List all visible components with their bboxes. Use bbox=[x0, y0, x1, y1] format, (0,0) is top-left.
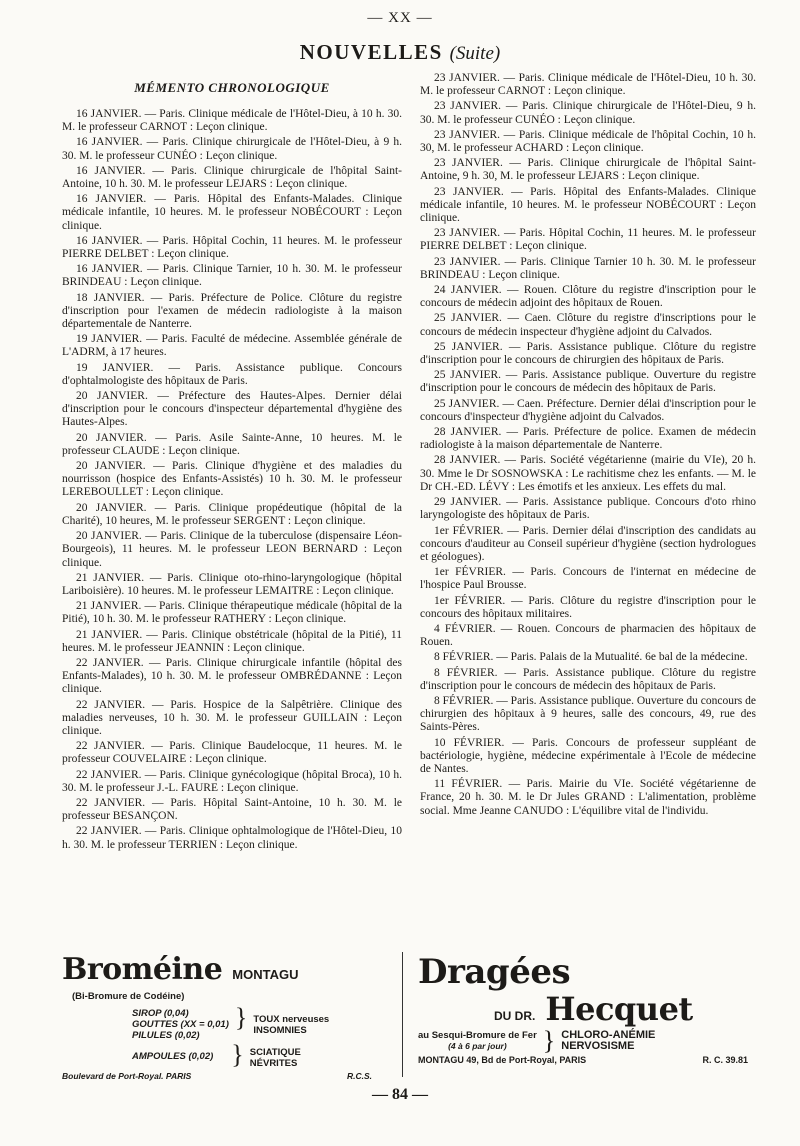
memento-left-entry: 20 JANVIER. — Paris. Clinique d'hygiène et des maladies du nourrisson (hospice des Enfants-Assistés) 10 h. 30. M. le professeur LEREBOULLET : Leçon clinique. bbox=[62, 460, 402, 499]
hecquet-composition: au Sesqui-Bromure de Fer bbox=[418, 1030, 537, 1041]
memento-left-entry: 21 JANVIER. — Paris. Clinique oto-rhino-laryngologique (hôpital Lariboisière). 10 heures. M. le professeur LEMAITRE : Leçon clinique. bbox=[62, 571, 402, 597]
right-column bbox=[420, 72, 756, 820]
memento-left-entry: 22 JANVIER. — Paris. Hôpital Saint-Antoine, 10 h. 30. M. le professeur BESANÇON. bbox=[62, 796, 402, 823]
memento-left-entry: 16 JANVIER. — Paris. Clinique Tarnier, 10 h. 30. M. le professeur BRINDEAU : Leçon clinique. bbox=[62, 263, 402, 289]
memento-left-entry: 16 JANVIER. — Paris. Clinique chirurgicale de l'hôpital Saint-Antoine, 10 h. 30. M. le professeur LEJARS : Leçon clinique. bbox=[62, 164, 402, 191]
form-sirop: SIROP (0,04) bbox=[132, 1008, 189, 1019]
memento-left-entry: 22 JANVIER. — Paris. Clinique gynécologique (hôpital Broca), 10 h. 30. M. le professeur J.-L. FAURE : Leçon clinique. bbox=[62, 768, 402, 794]
roman-page-marker: — XX — bbox=[367, 10, 433, 26]
memento-right-entry: 8 FÉVRIER. — Paris. Palais de la Mutualité. 6e bal de la médecine. bbox=[434, 651, 748, 664]
memento-right-entry: 8 FÉVRIER. — Paris. Assistance publique. Clôture du registre d'inscription pour le concours de médecin des hôpitaux de Paris. bbox=[420, 666, 756, 692]
hecquet-dose: (4 à 6 par jour) bbox=[448, 1041, 507, 1051]
hecquet-code: R. C. 39.81 bbox=[702, 1055, 748, 1065]
memento-left-entry: 20 JANVIER. — Paris. Asile Sainte-Anne, 10 heures. M. le professeur CLAUDE : Leçon clinique. bbox=[62, 431, 402, 457]
memento-left-entry: 21 JANVIER. — Paris. Clinique obstétricale (hôpital de la Pitié), 11 heures. M. le professeur JEANNIN : Leçon clinique. bbox=[62, 628, 402, 654]
form-gouttes: GOUTTES (XX = 0,01) bbox=[132, 1019, 229, 1030]
dragees-brand: Dragées bbox=[418, 952, 571, 992]
memento-right-entry: 11 FÉVRIER. — Paris. Mairie du VIe. Société végétarienne de France, 20 h. 30. M. le Dr Jules GRAND : L'alimentation, problème social. Mme Jeanne CANUDO : L'équilibre vital de l'individu. bbox=[420, 778, 756, 817]
memento-right-entry: 1er FÉVRIER. — Paris. Dernier délai d'inscription des candidats au concours d'auditeur au Conseil supérieur d'hygiène (section hydrologues et géologues). bbox=[420, 524, 756, 563]
hecquet-ad: Dragées DU DR. Hecquet au Sesqui-Bromure de Fer (4 à 6 par jour) } CHLORO-ANÉMIE NERVOSISME MONTAGU 49, Bd de Port-Royal, PARIS R. C. 39.81 bbox=[418, 952, 756, 1077]
hecquet-address: MONTAGU 49, Bd de Port-Royal, PARIS bbox=[418, 1055, 587, 1065]
bromeine-code: R.C.S. bbox=[346, 1071, 372, 1081]
memento-left-entry: 16 JANVIER. — Paris. Clinique médicale de l'Hôtel-Dieu, à 10 h. 30. M. le professeur CARNOT : Leçon clinique. bbox=[62, 108, 402, 134]
memento-right-entry: 23 JANVIER. — Paris. Clinique médicale de l'hôpital Cochin, 10 h. 30, M. le professeur ACHARD : Leçon clinique. bbox=[420, 128, 756, 155]
memento-right-entry: 23 JANVIER. — Paris. Hôpital des Enfants-Malades. Clinique médicale infantile, 10 heures. M. le professeur NOBÉCOURT : Leçon clinique. bbox=[420, 185, 756, 225]
memento-left-entry: 19 JANVIER. — Paris. Assistance publique. Concours d'ophtalmologiste des hôpitaux de Paris. bbox=[62, 361, 402, 387]
indication-toux: TOUX nerveuses bbox=[253, 1014, 330, 1025]
memento-left-entry: 22 JANVIER. — Paris. Hospice de la Salpêtrière. Clinique des maladies nerveuses, 10 h. 30. M. le professeur GUILLAIN : Leçon clinique. bbox=[62, 698, 402, 737]
memento-right-entry: 25 JANVIER. — Caen. Préfecture. Dernier délai d'inscription pour le concours d'inspecteur d'hygiène adjoint du Calvados. bbox=[420, 397, 756, 423]
memento-left-entry: 22 JANVIER. — Paris. Clinique ophtalmologique de l'Hôtel-Dieu, 10 h. 30. M. le professeur TERRIEN : Leçon clinique. bbox=[62, 825, 402, 851]
memento-left-entry: 20 JANVIER. — Paris. Clinique propédeutique (hôpital de la Charité), 10 heures, M. le professeur SERGENT : Leçon clinique. bbox=[62, 501, 402, 527]
memento-left-entry: 19 JANVIER. — Paris. Faculté de médecine. Assemblée générale de L'ADRM, à 17 heures. bbox=[62, 333, 402, 359]
indication-insomnies: INSOMNIES bbox=[253, 1025, 307, 1036]
title-suite: (Suite) bbox=[449, 43, 501, 64]
page-number: — 84 — bbox=[372, 1086, 428, 1103]
du-dr-label: DU DR. bbox=[494, 1009, 536, 1023]
memento-left-entry: 16 JANVIER. — Paris. Hôpital Cochin, 11 heures. M. le professeur PIERRE DELBET : Leçon clinique. bbox=[62, 234, 402, 261]
form-pilules: PILULES (0,02) bbox=[132, 1030, 200, 1041]
bromeine-maker: MONTAGU bbox=[232, 967, 299, 982]
memento-right-entry: 25 JANVIER. — Paris. Assistance publique. Clôture du registre d'inscription pour le concours de chirurgien des hôpitaux de Paris. bbox=[420, 340, 756, 367]
hecquet-indication-1: CHLORO-ANÉMIE bbox=[561, 1029, 656, 1041]
memento-left-entry: 16 JANVIER. — Paris. Clinique chirurgicale de l'Hôtel-Dieu, à 9 h. 30. M. le professeur CUNÉO : Leçon clinique. bbox=[62, 136, 402, 162]
memento-heading: MÉMENTO CHRONOLOGIQUE bbox=[134, 80, 330, 95]
memento-right-entry: 25 JANVIER. — Paris. Assistance publique. Ouverture du registre d'inscription pour le concours de médecin des hôpitaux de Paris. bbox=[420, 369, 756, 395]
memento-left-entry: 22 JANVIER. — Paris. Clinique chirurgicale infantile (hôpital des Enfants-Malades), 10 h. 30. M. le professeur OMBRÉDANNE : Leçon clinique. bbox=[62, 656, 402, 696]
memento-left-entry: 16 JANVIER. — Paris. Hôpital des Enfants-Malades. Clinique médicale infantile, 10 heures. M. le professeur NOBÉCOURT : Leçon clinique. bbox=[62, 193, 402, 232]
memento-right-entry: 23 JANVIER. — Paris. Clinique Tarnier 10 h. 30. M. le professeur BRINDEAU : Leçon clinique. bbox=[420, 255, 756, 281]
form-ampoules: AMPOULES (0,02) bbox=[132, 1051, 214, 1062]
memento-right-entry: 24 JANVIER. — Rouen. Clôture du registre d'inscription pour le concours de médecin adjoint des hôpitaux de Rouen. bbox=[420, 284, 756, 310]
advertisements bbox=[62, 952, 756, 1081]
indication-sciatique: SCIATIQUE bbox=[249, 1047, 301, 1058]
memento-left-entry: 21 JANVIER. — Paris. Clinique thérapeutique médicale (hôpital de la Pitié), 10 h. 30. M. le professeur RATHERY : Leçon clinique. bbox=[62, 600, 402, 626]
indication-nevrites: NÉVRITES bbox=[249, 1058, 298, 1069]
memento-right-entry: 23 JANVIER. — Paris. Clinique médicale de l'Hôtel-Dieu, 10 h. 30. M. le professeur CARNOT : Leçon clinique. bbox=[420, 72, 756, 98]
left-column bbox=[62, 108, 402, 854]
bromeine-brand: Broméine bbox=[62, 952, 223, 987]
bromeine-address: Boulevard de Port-Royal. PARIS bbox=[62, 1071, 192, 1081]
memento-right-entry: 28 JANVIER. — Paris. Société végétarienne (mairie du VIe), 20 h. 30. Mme le Dr SOSNOWSKA : Le rachitisme chez les enfants. — M. le Dr CH.-ED. LÉVY : Les émotifs et les anxieux. Les effets du mal. bbox=[420, 454, 756, 493]
memento-left-entry: 20 JANVIER. — Paris. Clinique de la tuberculose (dispensaire Léon-Bourgeois), 11 heures. M. le professeur LEON BERNARD : Leçon clinique. bbox=[62, 530, 402, 569]
hecquet-brand: Hecquet bbox=[545, 990, 693, 1028]
memento-right-entry: 1er FÉVRIER. — Paris. Concours de l'internat en médecine de l'hospice Paul Brousse. bbox=[420, 566, 756, 592]
bromeine-ad: Broméine MONTAGU (Bi-Bromure de Codéine) SIROP (0,04) GOUTTES (XX = 0,01) PILULES (0,02) } TOUX nerveuses INSOMNIES AMPOULES (0,02) } SCIATIQUE NÉVRITES Boulevard de Port-Royal. PARIS R.C.S. bbox=[62, 952, 390, 1077]
memento-right-entry: 25 JANVIER. — Caen. Clôture du registre d'inscriptions pour le concours de médecin inspecteur d'hygiène adjoint du Calvados. bbox=[420, 312, 756, 338]
memento-right-entry: 23 JANVIER. — Paris. Clinique chirurgicale de l'hôpital Saint-Antoine, 9 h. 30, M. le professeur LEJARS : Leçon clinique. bbox=[420, 157, 756, 183]
memento-right-entry: 23 JANVIER. — Paris. Hôpital Cochin, 11 heures. M. le professeur PIERRE DELBET : Leçon clinique. bbox=[420, 227, 756, 253]
memento-right-entry: 28 JANVIER. — Paris. Préfecture de police. Examen de médecin radiologiste à la maison départementale de Nanterre. bbox=[420, 426, 756, 452]
memento-right-entry: 23 JANVIER. — Paris. Clinique chirurgicale de l'Hôtel-Dieu, 9 h. 30. M. le professeur CUNÉO : Leçon clinique. bbox=[420, 100, 756, 126]
section-title bbox=[0, 40, 800, 65]
hecquet-indication-2: NERVOSISME bbox=[561, 1040, 635, 1052]
memento-right-entry: 29 JANVIER. — Paris. Assistance publique. Concours d'oto rhino laryngologiste des hôpitaux de Paris. bbox=[420, 496, 756, 522]
memento-right-entry: 1er FÉVRIER. — Paris. Clôture du registre d'inscription pour le concours des hôpitaux militaires. bbox=[420, 594, 756, 620]
ad-divider bbox=[402, 952, 403, 1077]
memento-right-entry: 10 FÉVRIER. — Paris. Concours de professeur suppléant de bactériologie, hygiène, médecine expérimentale à l'Ecole de médecine de Nantes. bbox=[420, 736, 756, 775]
memento-right-entry: 4 FÉVRIER. — Rouen. Concours de pharmacien des hôpitaux de Rouen. bbox=[420, 622, 756, 649]
memento-right-entry: 8 FÉVRIER. — Paris. Assistance publique. Ouverture du concours de chirurgien des hôpitaux à 9 heures, salle des concours, 49, rue des Saints-Pères. bbox=[420, 694, 756, 734]
memento-left-entry: 22 JANVIER. — Paris. Clinique Baudelocque, 11 heures. M. le professeur COUVELAIRE : Leçon clinique. bbox=[62, 740, 402, 766]
memento-left-entry: 20 JANVIER. — Préfecture des Hautes-Alpes. Dernier délai d'inscription pour le concours d'inspecteur départemental d'hygiène des Hautes-Alpes. bbox=[62, 390, 402, 429]
title-text: NOUVELLES bbox=[299, 40, 443, 64]
memento-left-entry: 18 JANVIER. — Paris. Préfecture de Police. Clôture du registre d'inscription pour l'examen de médecin radiologiste à la maison départementale de Nanterre. bbox=[62, 291, 402, 331]
bromeine-subtitle: (Bi-Bromure de Codéine) bbox=[72, 991, 185, 1002]
